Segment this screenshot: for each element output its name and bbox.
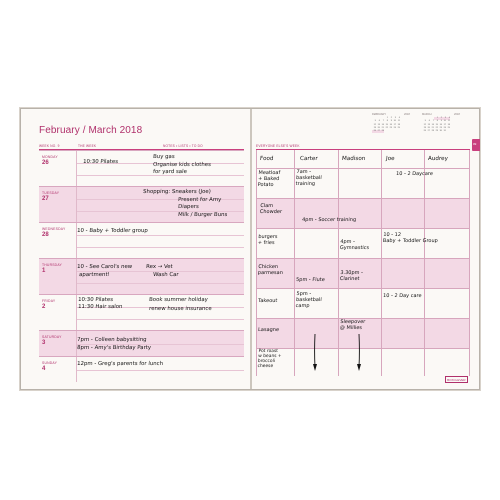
food-entry: Lasagne [257, 327, 280, 333]
diary-entry: apartment! [78, 272, 110, 278]
notes-header: NOTES • LISTS • TO DO [163, 144, 203, 148]
mini-calendar-day: 28 [381, 130, 384, 133]
week-tab[interactable]: 09 [472, 139, 480, 151]
mini-calendar-month: FEBRUARY [372, 113, 387, 116]
carter-entry: 5pm - basketball camp [295, 291, 322, 309]
day-row-saturday [39, 330, 244, 356]
mini-calendar-day: 5 [424, 120, 426, 123]
madison-entry: 4pm - Gymnastics [339, 239, 370, 251]
mini-calendar-day: 14 [431, 123, 434, 126]
brand-logo: BOXCLEVER [445, 376, 468, 383]
mini-calendar-day: 4 [446, 117, 450, 120]
planner-spread [20, 108, 480, 390]
mini-calendar-day: 21 [381, 126, 384, 129]
week-number-header: WEEK NO. 9 [39, 144, 60, 148]
diary-entry: 10 - Baby + Toddler group [76, 228, 148, 234]
note-entry: Shopping: Sneakers (Joe) [142, 189, 211, 195]
note-entry: renew house insurance [148, 306, 212, 312]
mini-calendar-day: 7 [382, 120, 384, 123]
mini-calendar-day: 6 [378, 120, 380, 123]
mini-calendar-day: 31 [443, 130, 446, 133]
mini-calendar-february [372, 117, 400, 133]
diary-entry: 10:30 Pilates [82, 159, 119, 165]
diary-entry: 8pm - Amy's Birthday Party [76, 345, 152, 351]
note-entry: Organise kids clothes [152, 162, 212, 168]
day-label: THURSDAY [42, 263, 62, 267]
day-number: 2 [42, 304, 46, 310]
day-row-wednesday [39, 222, 244, 258]
mini-calendar [370, 113, 468, 141]
mini-calendar-year: 2018 [454, 113, 460, 116]
day-row-sunday [39, 356, 244, 382]
mini-calendar-day: 20 [377, 126, 380, 129]
mini-calendar-day: 10 [443, 120, 446, 123]
mini-calendar-day: 10 [393, 120, 396, 123]
mini-calendar-day: 7 [432, 120, 434, 123]
mini-calendar-day: 6 [428, 120, 430, 123]
food-entry: Pot roast w beans + broccoli cheese [257, 349, 282, 370]
mini-calendar-day: 12 [373, 123, 376, 126]
day-label: MONDAY [42, 155, 58, 159]
mini-calendar-day: 15 [435, 123, 438, 126]
day-row-friday [39, 294, 244, 330]
day-row-tuesday [39, 186, 244, 222]
day-label: TUESDAY [42, 191, 60, 195]
note-entry: Diapers [177, 204, 199, 210]
day-row-monday [39, 150, 244, 186]
diary-entry: 10 - See Carol's new [76, 264, 133, 270]
mini-calendar-day: 27 [427, 130, 430, 133]
mini-calendar-month: MARCH [422, 113, 432, 116]
page-title: February / March 2018 [39, 125, 143, 136]
carter-entry: 7am - basketball training [295, 169, 322, 187]
note-entry: Buy gas [152, 154, 175, 160]
mini-calendar-day: 26 [423, 130, 426, 133]
note-entry: Book summer holiday [148, 297, 208, 303]
mini-calendar-day: 18 [397, 123, 400, 126]
mini-calendar-day: 22 [385, 126, 388, 129]
food-entry: burgers + fries [257, 234, 278, 246]
family-grid [256, 150, 470, 376]
diary-entry: 11:30 Hair salon [77, 304, 123, 310]
mini-calendar-day: 30 [439, 130, 442, 133]
the-week-header: THE WEEK [78, 144, 97, 148]
diary-entry: 12pm - Greg's parents for lunch [76, 361, 164, 367]
mini-calendar-day: 16 [389, 123, 392, 126]
day-row-thursday [39, 258, 244, 294]
day-number: 26 [42, 160, 49, 166]
mini-calendar-day: 24 [393, 126, 396, 129]
carter-entry: 4pm - Soccer training [301, 217, 357, 223]
day-number: 3 [42, 340, 46, 346]
mini-calendar-day: 16 [439, 123, 442, 126]
joe-entry: 10 - 2 Day care [382, 293, 422, 299]
food-entry: Chicken parmesan [257, 264, 284, 276]
mini-calendar-day: 11 [397, 120, 400, 123]
day-number: 27 [42, 196, 49, 202]
mini-calendar-day: 24 [443, 126, 446, 129]
day-number: 4 [42, 366, 46, 372]
family-section-header: EVERYONE ELSE'S WEEK [256, 144, 300, 148]
mini-calendar-day: 11 [447, 120, 450, 123]
madison-entry: 3.30pm - Clarinet [339, 270, 364, 282]
mini-calendar-day: 15 [385, 123, 388, 126]
mini-calendar-day: 22 [435, 126, 438, 129]
mini-calendar-day: 19 [373, 126, 376, 129]
madison-entry: Sleepover @ Millies [339, 319, 366, 331]
mini-calendar-day: 2 [390, 117, 392, 119]
carter-entry: 5pm - Flute [295, 277, 325, 283]
mini-calendar-day: 5 [374, 120, 376, 123]
column-joe: Joe [385, 156, 395, 162]
mini-calendar-day: 13 [427, 123, 430, 126]
food-entry: Clam Chowder [259, 203, 283, 215]
mini-calendar-day: 9 [390, 120, 392, 123]
mini-calendar-day: 25 [447, 126, 450, 129]
column-madison: Madison [341, 156, 366, 162]
mini-calendar-day: 29 [435, 130, 438, 133]
left-page [21, 109, 250, 389]
mini-calendar-day: 25 [397, 126, 400, 129]
mini-calendar-day: 13 [377, 123, 380, 126]
day-label: FRIDAY [42, 299, 56, 303]
mini-calendar-day: 21 [431, 126, 434, 129]
right-page [252, 109, 480, 389]
mini-calendar-day: 23 [439, 126, 442, 129]
mini-calendar-day: 20 [427, 126, 430, 129]
mini-calendar-day: 18 [447, 123, 450, 126]
mini-calendar-day: 8 [436, 120, 438, 123]
note-entry: Milk / Burger Buns [177, 212, 228, 218]
day-number: 1 [42, 268, 46, 274]
note-entry: Rex → Vet [145, 264, 173, 270]
mini-calendar-day: 1 [386, 117, 388, 119]
mini-calendar-day: 17 [393, 123, 396, 126]
mini-calendar-day: 23 [389, 126, 392, 129]
note-entry: Wash Car [152, 272, 179, 278]
mini-calendar-day: 8 [386, 120, 388, 123]
column-carter: Carter [299, 156, 318, 162]
mini-calendar-day: 4 [398, 117, 400, 119]
mini-calendar-day: 12 [423, 123, 426, 126]
joe-entry: 10 - 12 Baby + Toddler Group [382, 232, 439, 244]
diary-entry: 7pm - Colleen babysitting [76, 337, 147, 343]
continue-arrow-icon [312, 333, 318, 373]
food-entry: Meatloaf + Baked Potato [257, 170, 281, 188]
mini-calendar-march [422, 117, 450, 133]
day-number: 28 [42, 232, 49, 238]
mini-calendar-day: 9 [440, 120, 442, 123]
note-entry: for yard sale [152, 169, 188, 175]
mini-calendar-day: 27 [377, 130, 380, 133]
mini-calendar-day: 28 [431, 130, 434, 133]
continue-arrow-icon [356, 333, 362, 373]
mini-calendar-day: 19 [423, 126, 426, 129]
mini-calendar-year: 2018 [404, 113, 410, 116]
day-label: SUNDAY [42, 361, 58, 365]
mini-calendar-day: 17 [443, 123, 446, 126]
mini-calendar-day: 26 [373, 130, 376, 133]
column-audrey: Audrey [427, 156, 449, 162]
food-entry: Takeout [257, 298, 278, 304]
mini-calendar-day: 3 [394, 117, 396, 119]
note-entry: Present for Amy [177, 197, 222, 203]
day-label: SATURDAY [42, 335, 62, 339]
column-food: Food [259, 156, 274, 162]
joe-entry: 10 - 2 Daycare [395, 171, 434, 177]
mini-calendar-day: 14 [381, 123, 384, 126]
diary-entry: 10:30 Pilates [77, 297, 114, 303]
day-label: WEDNESDAY [42, 227, 66, 231]
